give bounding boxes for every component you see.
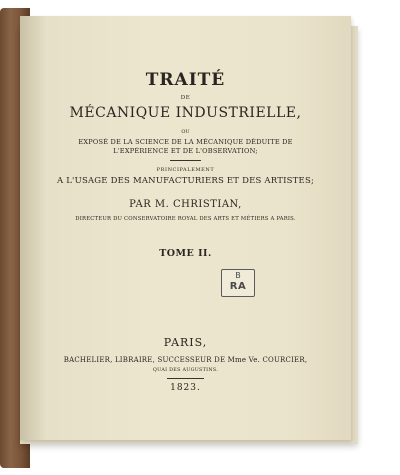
stamp-bottom-letters: RA <box>229 281 247 292</box>
usage-line: A L'USAGE DES MANUFACTURIERS ET DES ARTISTES; <box>56 176 315 186</box>
divider-rule <box>170 160 201 161</box>
title-ou: OU <box>181 129 190 135</box>
year-label: 1823. <box>170 383 201 393</box>
stamp-top-letter: B <box>235 271 241 280</box>
library-stamp <box>221 269 255 297</box>
title-line1: TRAITÉ <box>145 70 226 90</box>
title-page <box>20 16 351 440</box>
subtitle-line1: EXPOSÉ DE LA SCIENCE DE LA MÉCANIQUE DÉDUITE DE <box>78 138 293 146</box>
title-line2: MÉCANIQUE INDUSTRIELLE, <box>69 105 302 121</box>
director-line: DIRECTEUR DU CONSERVATOIRE ROYAL DES ARTS ET MÉTIERS A PARIS. <box>75 216 296 222</box>
publisher-line: BACHELIER, LIBRAIRE, SUCCESSEUR DE Mme Ve. COURCIER, <box>63 356 308 364</box>
subtitle-line2: L'EXPÉRIENCE ET DE L'OBSERVATION; <box>113 147 258 155</box>
city-label: PARIS, <box>163 336 208 349</box>
volume-label: TOME II. <box>159 248 212 259</box>
divider-rule <box>167 378 204 379</box>
address-line: QUAI DES AUGUSTINS. <box>152 368 219 373</box>
title-de: DE <box>180 95 191 101</box>
author-line: PAR M. CHRISTIAN, <box>129 199 242 210</box>
principalement-label: PRINCIPALEMENT <box>156 167 215 173</box>
